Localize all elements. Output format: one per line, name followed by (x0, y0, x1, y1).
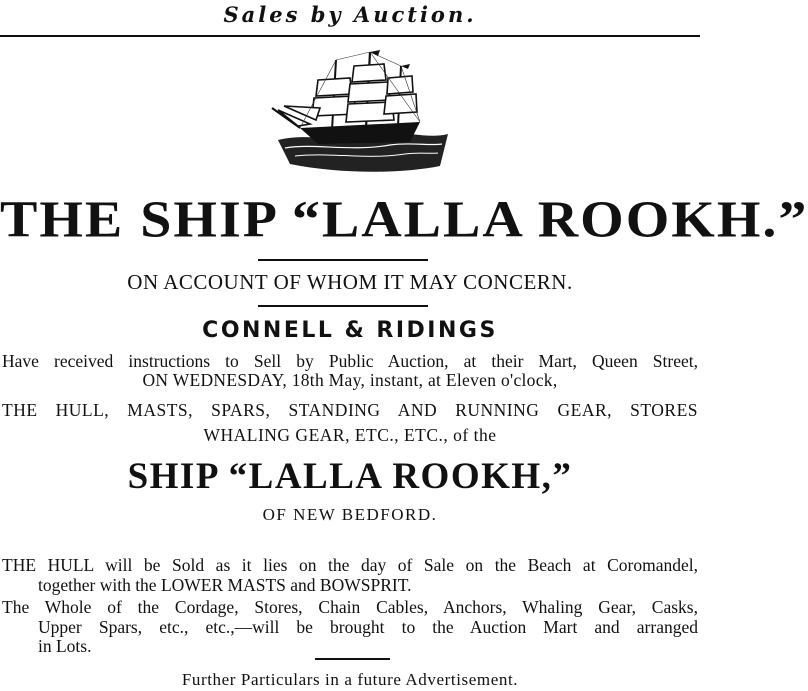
hull-paragraph-line: together with the LOWER MASTS and BOWSPRIT. (38, 575, 412, 595)
auctioneers-name: CONNELL & RIDINGS (202, 318, 498, 343)
header-rule (0, 35, 700, 37)
cordage-paragraph-line: Upper Spars, etc., etc.,—will be brought to the Auction Mart and arranged (38, 617, 698, 637)
subtitle: ON ACCOUNT OF WHOM IT MAY CONCERN. (127, 270, 573, 294)
ship-title: THE SHIP “LALLA ROOKH.” (0, 191, 808, 249)
instructions-line: Have received instructions to Sell by Public Auction, at their Mart, Queen Street, (2, 351, 698, 371)
sale-date-line: ON WEDNESDAY, 18th May, instant, at Eleven o'clock, (142, 370, 558, 390)
divider-rule (315, 658, 390, 660)
footer-note: Further Particulars in a future Advertisement. (181, 670, 519, 689)
divider-rule (258, 305, 428, 307)
ship-name: SHIP “LALLA ROOKH,” (127, 456, 573, 497)
divider-rule (258, 259, 428, 261)
items-line: WHALING GEAR, ETC., ETC., of the (203, 425, 497, 445)
sailing-ship-illustration (270, 48, 450, 178)
section-header: Sales by Auction. (223, 2, 477, 27)
cordage-paragraph-line: The Whole of the Cordage, Stores, Chain Cables, Anchors, Whaling Gear, Casks, (2, 597, 698, 617)
cordage-paragraph-line: in Lots. (38, 636, 92, 656)
home-port: OF NEW BEDFORD. (262, 505, 438, 524)
items-line: THE HULL, MASTS, SPARS, STANDING AND RUNNING GEAR, STORES (2, 400, 698, 420)
hull-paragraph-line: THE HULL will be Sold as it lies on the day of Sale on the Beach at Coromandel, (2, 555, 698, 575)
